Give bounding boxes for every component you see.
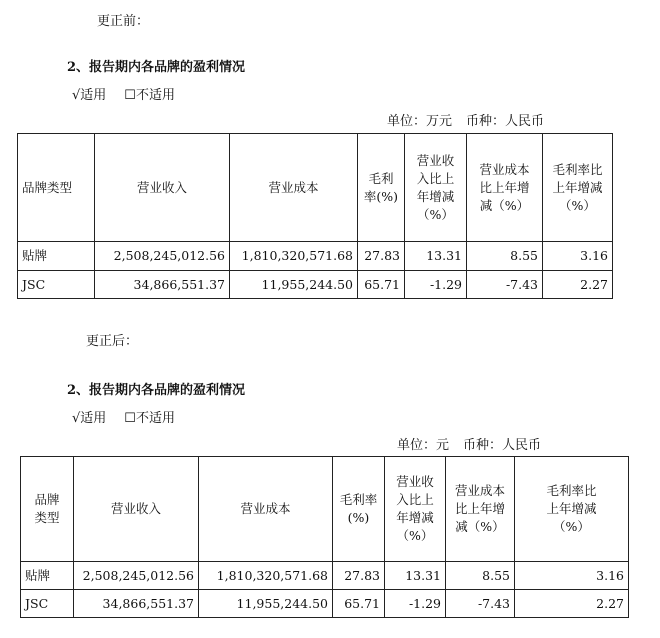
table-row bbox=[21, 562, 629, 590]
after-cell-margin-change: 2.27 bbox=[515, 590, 629, 618]
after-cell-cost: 11,955,244.50 bbox=[199, 590, 333, 618]
after-label: 更正后： bbox=[86, 334, 139, 349]
before-cell-cost: 11,955,244.50 bbox=[230, 271, 358, 299]
after-header-cost-change: 营业成本 比上年增 减（%） bbox=[446, 457, 515, 562]
after-cell-revenue: 34,866,551.37 bbox=[74, 590, 199, 618]
after-unit-line bbox=[397, 434, 541, 453]
before-cell-margin-change: 2.27 bbox=[543, 271, 613, 299]
before-profit-table bbox=[17, 133, 613, 299]
before-label: 更正前： bbox=[97, 14, 150, 29]
before-cell-cost-change: 8.55 bbox=[467, 242, 543, 271]
after-cell-rev-change: -1.29 bbox=[385, 590, 446, 618]
after-cell-brand: JSC bbox=[21, 590, 74, 618]
after-header-rev-change: 营业收 入比上 年增减 （%） bbox=[385, 457, 446, 562]
after-profit-table bbox=[20, 456, 629, 618]
before-cell-margin: 27.83 bbox=[358, 242, 405, 271]
after-cell-margin-change: 3.16 bbox=[515, 562, 629, 590]
before-section-heading: 2、报告期内各品牌的盈利情况 bbox=[67, 60, 246, 75]
before-header-rev-change: 营业收 入比上 年增减 （%） bbox=[405, 134, 467, 242]
table-row bbox=[21, 590, 629, 618]
before-header-brand-type: 品牌类型 bbox=[18, 134, 95, 242]
before-currency: 币种：人民币 bbox=[466, 114, 545, 129]
before-cell-brand: JSC bbox=[18, 271, 95, 299]
before-header-row bbox=[18, 134, 613, 242]
before-cell-cost: 1,810,320,571.68 bbox=[230, 242, 358, 271]
after-applicable-option: √适用 bbox=[72, 411, 107, 426]
after-section-heading: 2、报告期内各品牌的盈利情况 bbox=[67, 383, 246, 398]
after-cell-margin: 65.71 bbox=[333, 590, 385, 618]
after-header-revenue: 营业收入 bbox=[74, 457, 199, 562]
before-cell-cost-change: -7.43 bbox=[467, 271, 543, 299]
before-header-margin: 毛利 率(%) bbox=[358, 134, 405, 242]
before-cell-margin-change: 3.16 bbox=[543, 242, 613, 271]
before-header-cost-change: 营业成本 比上年增 减（%） bbox=[467, 134, 543, 242]
before-applicability bbox=[72, 84, 175, 103]
after-header-margin: 毛利率 (%) bbox=[333, 457, 385, 562]
after-cell-cost: 1,810,320,571.68 bbox=[199, 562, 333, 590]
after-header-brand-type: 品牌 类型 bbox=[21, 457, 74, 562]
after-header-cost: 营业成本 bbox=[199, 457, 333, 562]
before-cell-margin: 65.71 bbox=[358, 271, 405, 299]
before-cell-rev-change: -1.29 bbox=[405, 271, 467, 299]
after-applicability bbox=[72, 407, 175, 426]
before-cell-revenue: 34,866,551.37 bbox=[95, 271, 230, 299]
after-cell-brand: 贴牌 bbox=[21, 562, 74, 590]
after-currency: 币种：人民币 bbox=[463, 438, 542, 453]
after-not-applicable-option: ☐不适用 bbox=[124, 411, 175, 426]
table-row bbox=[18, 242, 613, 271]
table-row bbox=[18, 271, 613, 299]
after-unit: 单位：元 bbox=[397, 438, 450, 453]
before-unit-line bbox=[387, 110, 544, 129]
before-cell-rev-change: 13.31 bbox=[405, 242, 467, 271]
after-cell-margin: 27.83 bbox=[333, 562, 385, 590]
before-header-margin-change: 毛利率比 上年增减 （%） bbox=[543, 134, 613, 242]
before-cell-revenue: 2,508,245,012.56 bbox=[95, 242, 230, 271]
before-cell-brand: 贴牌 bbox=[18, 242, 95, 271]
before-header-cost: 营业成本 bbox=[230, 134, 358, 242]
after-header-margin-change: 毛利率比 上年增减 （%） bbox=[515, 457, 629, 562]
before-header-revenue: 营业收入 bbox=[95, 134, 230, 242]
before-unit: 单位：万元 bbox=[387, 114, 453, 129]
after-cell-cost-change: -7.43 bbox=[446, 590, 515, 618]
after-cell-rev-change: 13.31 bbox=[385, 562, 446, 590]
after-cell-cost-change: 8.55 bbox=[446, 562, 515, 590]
after-header-row bbox=[21, 457, 629, 562]
before-applicable-option: √适用 bbox=[72, 88, 107, 103]
before-not-applicable-option: ☐不适用 bbox=[124, 88, 175, 103]
after-cell-revenue: 2,508,245,012.56 bbox=[74, 562, 199, 590]
